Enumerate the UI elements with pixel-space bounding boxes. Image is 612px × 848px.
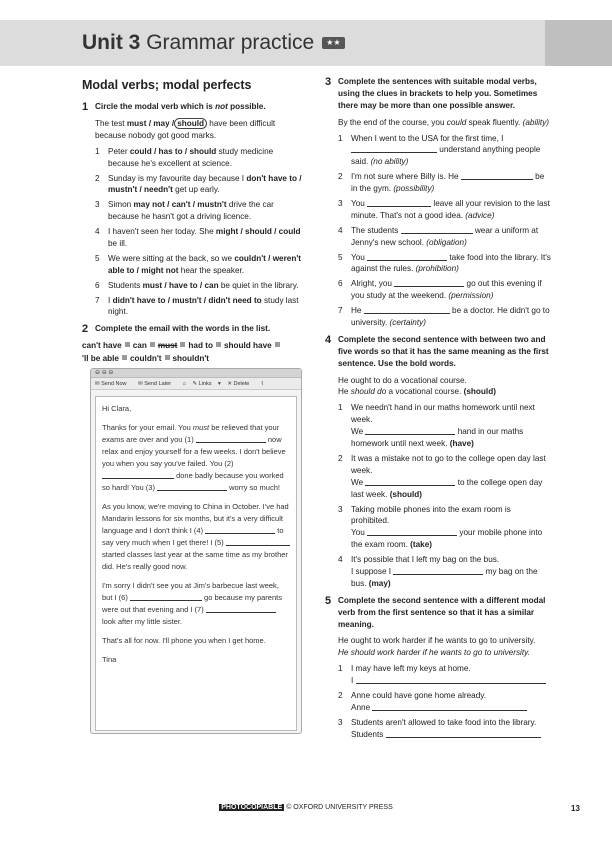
ex4-example-2a: He xyxy=(338,387,351,397)
email-closing: That's all for now. I'll phone you when I get home. xyxy=(102,636,266,645)
item-number: 4 xyxy=(95,227,100,237)
ex2-text: Complete the email with the words in the list. xyxy=(95,324,271,334)
email-body[interactable] xyxy=(95,396,297,731)
item-sentence: Taking mobile phones into the exam room is prohibited. xyxy=(351,504,511,526)
item-clue: (advice) xyxy=(465,210,495,220)
word-item: shouldn't xyxy=(172,353,210,363)
item-text-end: study medicine because he's excellent at science. xyxy=(108,146,274,168)
item-text-end: be ill. xyxy=(108,239,128,249)
answer-gap[interactable] xyxy=(351,144,437,153)
answer-gap[interactable] xyxy=(461,171,533,180)
word-list xyxy=(82,340,304,365)
item-number: 6 xyxy=(95,280,100,290)
right-column xyxy=(325,76,551,746)
word-item: 'll be able xyxy=(82,353,119,363)
window-titlebar xyxy=(91,369,301,378)
p1-b: be relieved that your exams are over and you (1) xyxy=(102,423,280,444)
ex5-example-1: He ought to work harder if he wants to go to university. xyxy=(338,636,536,646)
item-number: 6 xyxy=(338,279,343,289)
p2-b: to say very much when I get there! I (5) xyxy=(102,526,284,547)
ex2-number: 2 xyxy=(82,323,89,336)
ex4-example-1: He ought to do a vocational course. xyxy=(338,375,467,385)
window-controls-icon[interactable]: ⊖ ⊖ ⊖ xyxy=(95,370,114,376)
item-text-end: wear a uniform at Jenny's new school. xyxy=(351,225,539,247)
ex3-example-a: By the end of the course, you xyxy=(338,117,447,127)
send-now-button[interactable]: ✉ Send Now xyxy=(95,381,127,387)
word-item: should have xyxy=(223,341,272,351)
item-sentence: We needn't hand in our maths homework until next week. xyxy=(351,403,535,425)
list-item xyxy=(338,554,551,590)
ex4-example-2b: a vocational course. xyxy=(386,387,464,397)
item-options[interactable]: might / should / could xyxy=(215,227,301,237)
ex4-example-answer: should do xyxy=(350,387,387,397)
answer-gap[interactable] xyxy=(367,252,447,261)
list-item xyxy=(338,305,551,329)
item-text-end: be a doctor. He didn't go to university. xyxy=(351,306,550,328)
item-text-end: take food into the library. It's against the rules. xyxy=(351,252,551,274)
ex5-instruction xyxy=(325,595,551,631)
list-item xyxy=(95,199,304,223)
item-options[interactable]: didn't have to / mustn't / didn't need to xyxy=(112,295,262,305)
ex5-text: Complete the second sentence with a different modal verb from the first sentence so that it has a similar meaning. xyxy=(338,595,546,629)
links-label: Links xyxy=(198,381,212,387)
item-text-end: study last night. xyxy=(108,295,299,317)
level-badge: ★★ xyxy=(322,37,344,49)
page-title xyxy=(82,30,345,56)
answer-gap[interactable] xyxy=(401,225,473,234)
item-word: (should) xyxy=(389,489,422,499)
list-item xyxy=(338,278,551,302)
ex4-example-2 xyxy=(338,386,551,398)
ex5-example-2-row xyxy=(338,647,551,659)
gap-6[interactable] xyxy=(130,592,202,601)
item-options[interactable]: don't have to / mustn't / needn't xyxy=(108,173,302,195)
copyright-text: © OXFORD UNIVERSITY PRESS xyxy=(286,804,393,811)
answer-gap[interactable] xyxy=(367,527,457,536)
item-number: 3 xyxy=(338,504,343,514)
item-text: Alright, you xyxy=(351,279,395,289)
item-text: I suppose I xyxy=(351,566,394,576)
list-item xyxy=(95,226,304,250)
p2-a: As you know, we're moving to China in October. I've had Mandarin lessons for six months, but it's a very difficult language and I don't think I (4) xyxy=(102,502,289,535)
item-text: We were sitting at the back, so we xyxy=(108,253,235,263)
item-text: The students xyxy=(351,225,401,235)
section-title: Modal verbs; modal perfects xyxy=(82,78,252,92)
item-text: We xyxy=(351,477,366,487)
ex1-items xyxy=(82,146,304,319)
ex1-number: 1 xyxy=(82,101,89,114)
item-text-end: hear the speaker. xyxy=(178,265,245,275)
item-word: (have) xyxy=(449,439,474,449)
item-text: I xyxy=(108,295,113,305)
item-clue: (permission) xyxy=(448,291,494,301)
item-number: 7 xyxy=(338,306,343,316)
item-number: 3 xyxy=(338,717,343,727)
answer-gap[interactable] xyxy=(364,305,450,314)
links-button[interactable]: ✎ Links ▾ xyxy=(192,381,221,387)
word-item: couldn't xyxy=(129,353,162,363)
gap-7[interactable] xyxy=(206,604,276,613)
ex1-example-b: have been difficult because nobody got good marks. xyxy=(95,119,276,140)
item-word: (take) xyxy=(410,540,432,550)
item-clue: (no ability) xyxy=(370,157,409,167)
item-text: Anne xyxy=(351,702,373,712)
ex1-example xyxy=(82,118,304,142)
ex3-example-b: speak fluently. xyxy=(466,117,523,127)
ex1-instruction xyxy=(82,101,304,113)
item-number: 2 xyxy=(338,172,343,182)
gap-4[interactable] xyxy=(205,525,275,534)
list-item xyxy=(338,252,551,276)
ex3-example-clue: (ability) xyxy=(522,117,550,127)
footer xyxy=(0,803,612,813)
ex4-number: 4 xyxy=(325,333,332,346)
ex3-instruction xyxy=(325,76,551,112)
word-item: can xyxy=(132,341,147,351)
list-item xyxy=(338,663,551,687)
item-number: 1 xyxy=(338,133,343,143)
delete-button[interactable]: ✕ Delete xyxy=(227,381,250,387)
item-sentence: I may have left my keys at home. xyxy=(351,664,471,674)
email-paragraph-2 xyxy=(102,501,290,573)
item-clue: (certainty) xyxy=(389,318,426,328)
bullet-square-icon xyxy=(165,355,170,360)
item-text-end: my bag on the bus. xyxy=(351,566,538,588)
item-text: I'm not sure where Billy is. He xyxy=(351,172,461,182)
list-item xyxy=(95,173,304,197)
bullet-square-icon xyxy=(275,342,280,347)
ex1-example-circled: should xyxy=(174,118,207,129)
email-paragraph-3 xyxy=(102,580,290,628)
ex5-example-2: He should work harder if he wants to go to university. xyxy=(338,648,530,658)
item-number: 5 xyxy=(338,252,343,262)
word-item: can't have xyxy=(82,341,122,351)
list-item xyxy=(338,717,551,741)
ex1-text-a: Circle the modal verb which is xyxy=(95,102,216,112)
p1-a: Thanks for your email. You xyxy=(102,423,193,432)
p1-c: now relax and enjoy yourself for a few weeks. I don't believe you when you say you've failed. You (2) xyxy=(102,435,286,468)
item-clue: (possibility) xyxy=(393,184,435,194)
ex5-number: 5 xyxy=(325,594,332,607)
item-text: You xyxy=(351,252,368,262)
item-text-end: your mobile phone into the exam room. xyxy=(351,528,543,550)
gap-3[interactable] xyxy=(157,482,227,491)
item-number: 2 xyxy=(95,173,100,183)
list-item xyxy=(338,690,551,714)
email-paragraph-1 xyxy=(102,422,290,494)
ex5-items xyxy=(325,663,551,740)
item-number: 5 xyxy=(95,253,100,263)
ex1-example-a: The test xyxy=(95,119,127,129)
list-item xyxy=(338,225,551,249)
item-text-end: hand in our maths homework until next week. xyxy=(351,427,524,449)
gap-1[interactable] xyxy=(196,434,266,443)
ex3-example xyxy=(325,117,551,129)
item-number: 1 xyxy=(95,146,100,156)
item-text-end: understand anything people said. xyxy=(351,145,541,167)
p3-a: I'm sorry I didn't see you at Jim's barbecue last week, but I (6) xyxy=(102,581,279,602)
list-item xyxy=(95,253,304,277)
item-clue: (obligation) xyxy=(426,237,467,247)
ex1-example-opts: must / may / xyxy=(126,119,175,129)
item-text: You xyxy=(351,528,368,538)
email-greeting: Hi Clara, xyxy=(102,404,132,413)
item-number: 4 xyxy=(338,555,343,565)
bullet-square-icon xyxy=(180,342,185,347)
ex3-text: Complete the sentences with suitable modal verbs, using the clues in brackets to help you. Sometimes there may be more than one possible answer. xyxy=(338,77,538,110)
item-text-end: drive the car because he hasn't got a driving licence. xyxy=(108,200,274,222)
unit-label: Unit 3 xyxy=(82,31,141,54)
list-item xyxy=(338,453,551,501)
list-item xyxy=(338,402,551,450)
item-options[interactable]: could / has to / should xyxy=(129,146,217,156)
item-clue: (prohibition) xyxy=(415,264,459,274)
list-item xyxy=(338,198,551,222)
item-text: You xyxy=(351,199,368,209)
ex2-instruction xyxy=(82,323,304,335)
item-text-end: leave all your revision to the last minute. That's not a good idea. xyxy=(351,199,550,220)
p3-b: go because my parents were out that evening and I (7) xyxy=(102,593,282,614)
ex4-example-word: (should) xyxy=(463,387,496,397)
item-text-end: be quiet in the library. xyxy=(218,280,299,290)
item-text: I haven't seen her today. She xyxy=(108,227,216,237)
answer-gap[interactable] xyxy=(365,426,455,435)
item-number: 3 xyxy=(95,200,100,210)
item-text-end: be in the gym. xyxy=(351,172,545,194)
p1-d: done badly because you worked so hard! You (3) xyxy=(102,471,284,492)
item-text: I xyxy=(351,676,356,686)
item-number: 4 xyxy=(338,225,343,235)
p3-c: look after my little sister. xyxy=(102,617,183,626)
item-text: Peter xyxy=(108,146,130,156)
answer-gap[interactable] xyxy=(367,198,431,207)
email-window xyxy=(90,368,302,734)
send-now-label: Send Now xyxy=(101,381,127,387)
ex4-text: Complete the second sentence with between two and five words so that it has the same meaning as the first sentence. Use the bold words. xyxy=(338,334,549,368)
item-sentence: It's possible that I left my bag on the bus. xyxy=(351,555,500,565)
list-item xyxy=(338,133,551,169)
ex1-text-not: not xyxy=(215,102,228,112)
item-text-end: go out this evening if you study at the weekend. xyxy=(351,279,542,301)
paperclip-icon[interactable]: ⌇ xyxy=(260,381,264,387)
list-item xyxy=(95,146,304,170)
item-text: We xyxy=(351,427,366,437)
header-tab xyxy=(545,20,612,66)
ex5-example xyxy=(325,635,551,659)
item-options[interactable]: couldn't / weren't able to / might not xyxy=(108,253,302,275)
item-number: 2 xyxy=(338,453,343,463)
item-text: When I went to the USA for the first time, I xyxy=(351,133,504,143)
item-text: Students xyxy=(351,729,386,739)
p2-c: started classes last year at the same time as my brother did. He's really good now. xyxy=(102,550,288,571)
word-item-used: must xyxy=(157,341,178,351)
item-options[interactable]: must / have to / can xyxy=(142,280,219,290)
ex4-example xyxy=(325,375,551,399)
ex4-items xyxy=(325,402,551,589)
item-sentence: It was a mistake not to go to the college open day last week. xyxy=(351,453,546,475)
attach-icon[interactable]: ⌂ xyxy=(182,381,186,387)
list-item xyxy=(95,295,304,319)
send-later-label: Send Later xyxy=(144,381,172,387)
item-sentence: Anne could have gone home already. xyxy=(351,690,487,700)
left-column xyxy=(82,76,304,376)
item-text: Simon xyxy=(108,200,134,210)
word-item: had to xyxy=(188,341,213,351)
item-number: 3 xyxy=(338,199,343,209)
list-item xyxy=(338,504,551,552)
gap-2[interactable] xyxy=(102,470,174,479)
item-text: He xyxy=(351,306,364,316)
send-later-button[interactable]: ✉ Send Later xyxy=(138,381,172,387)
answer-gap[interactable] xyxy=(394,278,464,287)
item-text: Students xyxy=(108,280,143,290)
unit-title: Grammar practice xyxy=(146,31,315,54)
item-number: 2 xyxy=(338,690,343,700)
item-options[interactable]: may not / can't / mustn't xyxy=(133,200,227,210)
bullet-square-icon xyxy=(125,342,130,347)
item-word: (may) xyxy=(368,578,391,588)
page-number: 13 xyxy=(571,804,580,813)
p1-must: must xyxy=(192,423,210,432)
item-number: 7 xyxy=(95,295,100,305)
item-text-end: get up early. xyxy=(172,185,220,195)
bullet-square-icon xyxy=(122,355,127,360)
item-number: 1 xyxy=(338,664,343,674)
list-item xyxy=(95,280,304,292)
item-text-end: to the college open day last week. xyxy=(351,477,543,499)
bullet-square-icon xyxy=(150,342,155,347)
ex3-items xyxy=(325,133,551,329)
p1-e: worry so much! xyxy=(227,483,280,492)
photocopiable-badge: PHOTOCOPIABLE xyxy=(221,804,283,811)
item-number: 1 xyxy=(338,403,343,413)
email-signature: Tina xyxy=(102,655,117,664)
item-text: Sunday is my favourite day because I xyxy=(108,173,247,183)
item-sentence: Students aren't allowed to take food into the library. xyxy=(351,717,537,727)
email-toolbar xyxy=(91,378,301,390)
answer-gap[interactable] xyxy=(365,477,455,486)
answer-gap[interactable] xyxy=(386,729,541,738)
gap-5[interactable] xyxy=(226,537,290,546)
ex4-instruction xyxy=(325,334,551,370)
ex1-text-b: possible. xyxy=(227,102,266,112)
delete-label: Delete xyxy=(233,381,250,387)
ex3-number: 3 xyxy=(325,76,332,88)
answer-gap[interactable] xyxy=(393,566,483,575)
ex3-example-answer: could xyxy=(446,117,467,127)
answer-gap[interactable] xyxy=(356,675,546,684)
list-item xyxy=(338,171,551,195)
bullet-square-icon xyxy=(216,342,221,347)
answer-gap[interactable] xyxy=(372,702,527,711)
